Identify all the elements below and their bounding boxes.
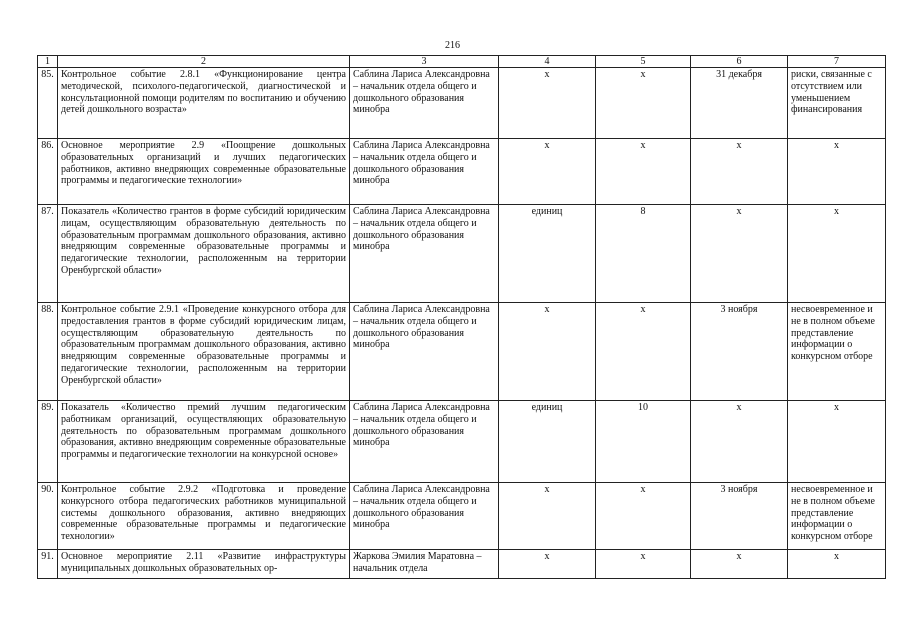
- date-cell: x: [691, 401, 788, 483]
- table-row: [38, 303, 886, 401]
- date-cell: x: [691, 139, 788, 205]
- event-name: Основное мероприятие 2.11 «Развитие инфраструктуры муниципальных дошкольных образовательных ор-: [58, 550, 350, 579]
- value-cell: x: [596, 68, 691, 139]
- table-row: [38, 205, 886, 303]
- risks-cell: x: [788, 401, 886, 483]
- risks-cell: несвоевременное и не в полном объеме представление информации о конкурсном отборе: [788, 483, 886, 550]
- responsible-person: Саблина Лариса Александровна – начальник отдела общего и дошкольного образования минобра: [350, 401, 499, 483]
- table-row: [38, 68, 886, 139]
- event-name: Основное мероприятие 2.9 «Поощрение дошкольных образовательных организаций и лучших педагогических работников, активно внедряющих современные образовательные программы и педагогические технологии»: [58, 139, 350, 205]
- unit-cell: x: [499, 68, 596, 139]
- event-name: Контрольное событие 2.9.2 «Подготовка и проведение конкурсного отбора педагогических работников муниципальной системы дошкольного образования, активно внедряющих современные образовательные программы и педагогические технологии»: [58, 483, 350, 550]
- responsible-person: Саблина Лариса Александровна – начальник отдела общего и дошкольного образования минобра: [350, 139, 499, 205]
- column-header: 7: [788, 56, 886, 68]
- row-number: 88.: [38, 303, 58, 401]
- row-number: 86.: [38, 139, 58, 205]
- event-name: Контрольное событие 2.8.1 «Функционирование центра методической, психолого-педагогической, диагностической и консультационной помощи родителям по воспитанию и обучению детей дошкольного возраста»: [58, 68, 350, 139]
- column-header: 1: [38, 56, 58, 68]
- table-row: [38, 483, 886, 550]
- value-cell: x: [596, 139, 691, 205]
- row-number: 89.: [38, 401, 58, 483]
- risks-cell: x: [788, 205, 886, 303]
- risks-cell: риски, связанные с отсутствием или уменьшением финансирования: [788, 68, 886, 139]
- risks-cell: x: [788, 139, 886, 205]
- unit-cell: x: [499, 550, 596, 579]
- column-header: 2: [58, 56, 350, 68]
- row-number: 87.: [38, 205, 58, 303]
- value-cell: x: [596, 303, 691, 401]
- unit-cell: x: [499, 483, 596, 550]
- value-cell: x: [596, 483, 691, 550]
- header-row: [38, 56, 886, 68]
- event-name: Показатель «Количество премий лучшим педагогическим работникам организаций, осуществляющих образовательную деятельность по образовательным программам дошкольного образования, активно внедряющим современные образовательные программы и педагогические технологии на конкурсной основе»: [58, 401, 350, 483]
- table-row: [38, 550, 886, 579]
- column-header: 4: [499, 56, 596, 68]
- responsible-person: Саблина Лариса Александровна – начальник отдела общего и дошкольного образования минобра: [350, 205, 499, 303]
- date-cell: 31 декабря: [691, 68, 788, 139]
- column-header: 6: [691, 56, 788, 68]
- date-cell: x: [691, 550, 788, 579]
- table-row: [38, 139, 886, 205]
- row-number: 85.: [38, 68, 58, 139]
- value-cell: 8: [596, 205, 691, 303]
- value-cell: 10: [596, 401, 691, 483]
- event-name: Показатель «Количество грантов в форме субсидий юридическим лицам, осуществляющим образовательную деятельность по образовательным программам дошкольного образования, активно внедряющим современные образовательные программы и педагогические технологии, расположенным на территории Оренбургской области»: [58, 205, 350, 303]
- event-name: Контрольное событие 2.9.1 «Проведение конкурсного отбора для предоставления грантов в форме субсидий юридическим лицам, осуществляющим образовательную деятельность по образовательным программам дошкольного образования, активно внедряющим современные образовательные программы и педагогические технологии, расположенным на территории Оренбургской области»: [58, 303, 350, 401]
- unit-cell: x: [499, 139, 596, 205]
- unit-cell: единиц: [499, 205, 596, 303]
- row-number: 90.: [38, 483, 58, 550]
- table-row: [38, 401, 886, 483]
- date-cell: 3 ноября: [691, 483, 788, 550]
- page-number: 216: [445, 40, 460, 51]
- responsible-person: Саблина Лариса Александровна – начальник отдела общего и дошкольного образования минобра: [350, 303, 499, 401]
- unit-cell: x: [499, 303, 596, 401]
- risks-cell: x: [788, 550, 886, 579]
- column-header: 3: [350, 56, 499, 68]
- value-cell: x: [596, 550, 691, 579]
- row-number: 91.: [38, 550, 58, 579]
- column-header: 5: [596, 56, 691, 68]
- date-cell: 3 ноября: [691, 303, 788, 401]
- date-cell: x: [691, 205, 788, 303]
- unit-cell: единиц: [499, 401, 596, 483]
- responsible-person: Саблина Лариса Александровна – начальник отдела общего и дошкольного образования минобра: [350, 68, 499, 139]
- plan-table: [37, 55, 886, 579]
- responsible-person: Жаркова Эмилия Маратовна – начальник отдела: [350, 550, 499, 579]
- risks-cell: несвоевременное и не в полном объеме представление информации о конкурсном отборе: [788, 303, 886, 401]
- responsible-person: Саблина Лариса Александровна – начальник отдела общего и дошкольного образования минобра: [350, 483, 499, 550]
